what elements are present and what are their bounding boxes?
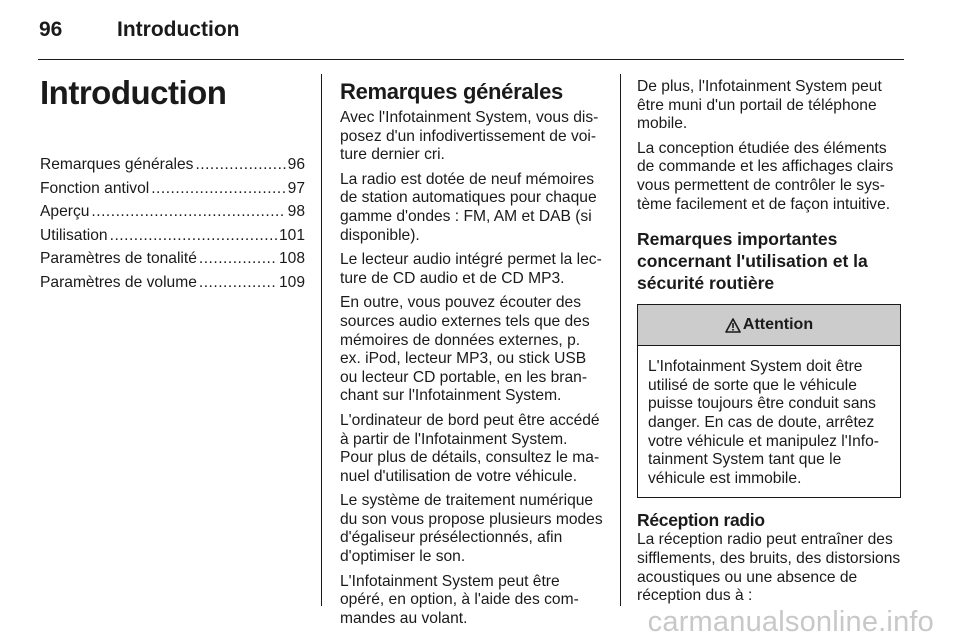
body-paragraph: La conception étudiée des éléments de commande et les affichages clairs vous permettent de contrôler le système facilement et de façon intuitive. — [637, 139, 894, 213]
warning-header — [638, 305, 900, 346]
toc-entry-page: 98 — [287, 203, 305, 220]
warning-title: Attention — [742, 315, 814, 333]
page-number: 96 — [39, 18, 63, 41]
column-important-remarks — [637, 78, 903, 612]
toc-dot-leader — [195, 156, 285, 175]
toc-entry-label: Paramètres de volume — [40, 273, 197, 291]
body-paragraph: Le lecteur audio intégré permet la lecture de CD audio et de CD MP3. — [340, 251, 602, 287]
column-divider — [321, 74, 322, 606]
toc-entry-page: 108 — [278, 250, 305, 267]
toc-entry-label: Fonction antivol — [40, 179, 150, 197]
body-paragraph: La radio est dotée de neuf mémoires de station automatiques pour chaque gamme d'ondes : FM, AM et DAB (si disponible). — [340, 170, 597, 244]
warning-box — [637, 304, 901, 498]
warning-triangle-icon — [725, 318, 741, 333]
toc-entry-label: Utilisation — [40, 226, 108, 244]
section-heading: Remarques générales — [340, 79, 563, 104]
chapter-title: Introduction — [40, 74, 227, 111]
toc-entry-label: Remarques générales — [40, 156, 194, 173]
toc-dot-leader — [151, 180, 285, 199]
toc-dot-leader — [110, 227, 277, 246]
body-paragraph: L'Infotainment System peut être opéré, en option, à l'aide des commandes au volant. — [340, 572, 579, 627]
subheading: Remarques importantes concernant l'utilisation et la sécurité routière — [637, 229, 868, 294]
toc-dot-leader — [199, 250, 277, 269]
toc-entry[interactable] — [40, 227, 305, 251]
toc-entry-page: 97 — [287, 179, 305, 197]
header-rule — [38, 59, 904, 60]
toc-dot-leader — [91, 203, 285, 222]
running-header-title: Introduction — [117, 18, 240, 41]
warning-body — [638, 346, 900, 497]
section-heading-reception: Réception radio — [637, 510, 765, 531]
body-paragraph: De plus, l'Infotainment System peut être muni d'un portail de téléphone mobile. — [637, 78, 882, 133]
body-paragraph: Le système de traitement numérique du son vous propose plusieurs modes d'égaliseur présélectionnés, afin d'optimiser le son. — [340, 492, 603, 566]
body-paragraph: Avec l'Infotainment System, vous disposez d'un infodivertissement de voiture dernier cri. — [340, 109, 599, 164]
table-of-contents — [40, 156, 305, 297]
toc-entry-label: Paramètres de tonalité — [40, 250, 197, 267]
body-paragraph: L'ordinateur de bord peut être accédé à partir de l'Infotainment System. Pour plus de détails, consultez le manuel d'utilisation de votre véhicule. — [340, 411, 600, 485]
toc-dot-leader — [199, 274, 277, 293]
toc-entry-label: Aperçu — [40, 203, 90, 220]
body-paragraph: La réception radio peut entraîner des sifflements, des bruits, des distorsions acoustiques ou une absence de réception dus à : — [637, 531, 901, 605]
warning-text: L'Infotainment System doit être utilisé de sorte que le véhicule puisse toujours être conduit sans danger. En cas de doute, arrêtez votre véhicule et manipulez l'Infotainment System tant que le véhicule est immobile. — [648, 358, 879, 487]
watermark: carmanualsonline.info — [647, 606, 934, 638]
toc-entry-page: 109 — [278, 273, 305, 291]
toc-entry[interactable] — [40, 156, 305, 180]
toc-entry-page: 96 — [287, 156, 305, 173]
column-divider — [620, 74, 621, 606]
column-toc — [40, 74, 305, 297]
toc-entry[interactable] — [40, 250, 305, 274]
toc-entry[interactable] — [40, 274, 305, 298]
toc-entry[interactable] — [40, 203, 305, 227]
toc-entry-page: 101 — [278, 226, 305, 244]
column-general-remarks — [340, 80, 604, 634]
toc-entry[interactable] — [40, 180, 305, 204]
body-paragraph: En outre, vous pouvez écouter des sources audio externes tels que des mémoires de données externes, p. ex. iPod, lecteur MP3, ou stick USB ou lecteur CD portable, en les branchant sur l'Infotainment System. — [340, 294, 590, 405]
